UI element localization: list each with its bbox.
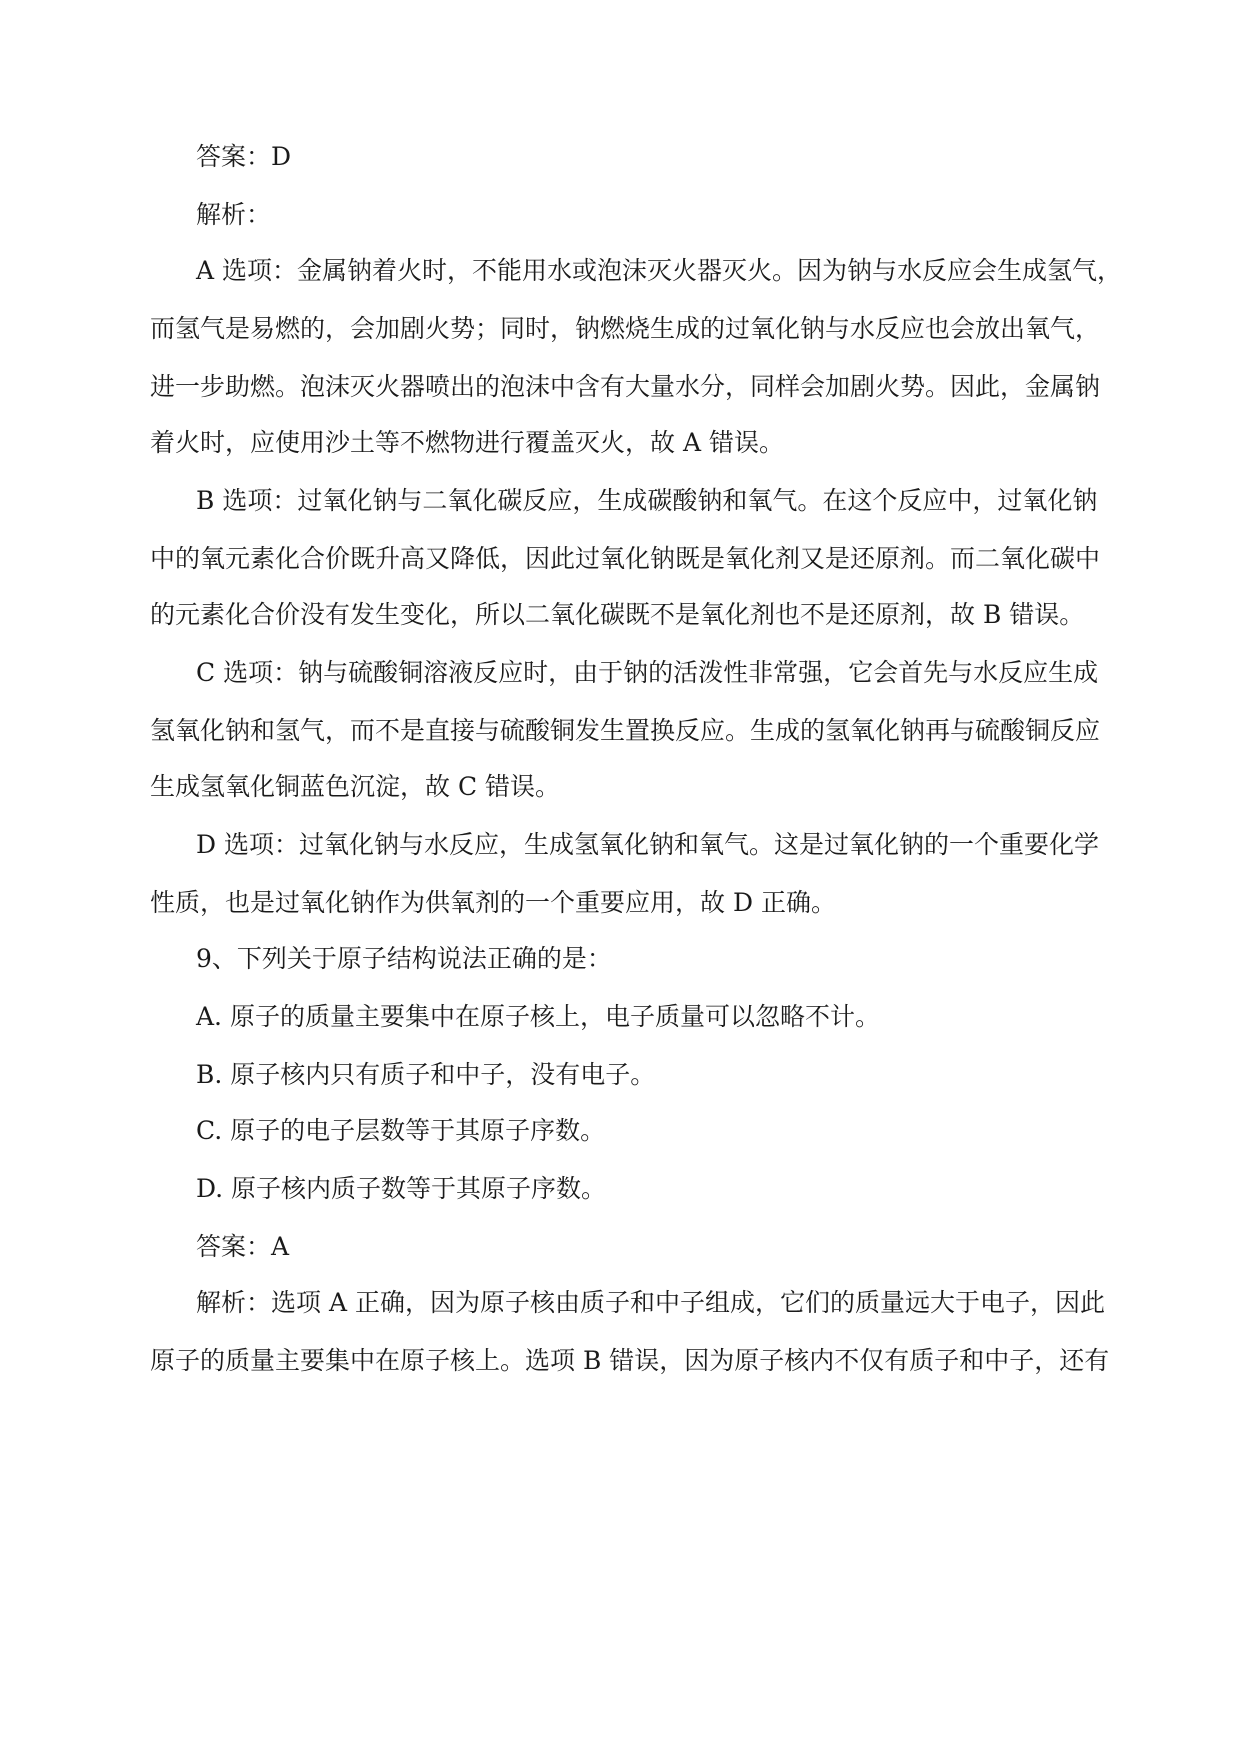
question-9-option-d: D. 原子核内质子数等于其原子序数。	[196, 1174, 607, 1203]
question-9-option-b: B. 原子核内只有质子和中子，没有电子。	[196, 1060, 656, 1089]
question-9-option-c: C. 原子的电子层数等于其原子序数。	[196, 1116, 606, 1145]
option-c-analysis-line: 氢氧化钠和氢气，而不是直接与硫酸铜发生置换反应。生成的氢氧化钠再与硫酸铜反应	[150, 716, 1101, 745]
analysis-heading: 解析：	[196, 200, 272, 229]
option-a-analysis-line: 着火时，应使用沙土等不燃物进行覆盖灭火，故 A 错误。	[150, 428, 784, 457]
option-c-analysis-line: C 选项：钠与硫酸铜溶液反应时，由于钠的活泼性非常强，它会首先与水反应生成	[196, 658, 1099, 687]
option-d-analysis-line: 性质，也是过氧化钠作为供氧剂的一个重要应用，故 D 正确。	[150, 888, 836, 917]
option-b-analysis-line: 中的氧元素化合价既升高又降低，因此过氧化钠既是氧化剂又是还原剂。而二氧化碳中	[150, 544, 1101, 573]
question-9-option-a: A. 原子的质量主要集中在原子核上，电子质量可以忽略不计。	[196, 1002, 880, 1031]
question-9-analysis-line: 原子的质量主要集中在原子核上。选项 B 错误，因为原子核内不仅有质子和中子，还有	[150, 1346, 1110, 1375]
answer-line: 答案：D	[196, 142, 292, 171]
option-a-analysis-line: 而氢气是易燃的，会加剧火势；同时，钠燃烧生成的过氧化钠与水反应也会放出氧气，	[150, 314, 1101, 343]
option-a-analysis-line: 进一步助燃。泡沫灭火器喷出的泡沫中含有大量水分，同样会加剧火势。因此，金属钠	[150, 372, 1101, 401]
option-d-analysis-line: D 选项：过氧化钠与水反应，生成氢氧化钠和氧气。这是过氧化钠的一个重要化学	[196, 830, 1099, 859]
question-9-analysis-line: 解析：选项 A 正确，因为原子核由质子和中子组成，它们的质量远大于电子，因此	[196, 1288, 1105, 1317]
question-9-answer: 答案：A	[196, 1232, 290, 1261]
option-c-analysis-line: 生成氢氧化铜蓝色沉淀，故 C 错误。	[150, 772, 561, 801]
question-9-stem: 9、下列关于原子结构说法正确的是：	[196, 944, 612, 973]
option-b-analysis-line: 的元素化合价没有发生变化，所以二氧化碳既不是氧化剂也不是还原剂，故 B 错误。	[150, 600, 1085, 629]
option-a-analysis-line: A 选项：金属钠着火时，不能用水或泡沫灭火器灭火。因为钠与水反应会生成氢气，	[196, 256, 1123, 285]
document-page	[150, 140, 1123, 1690]
option-b-analysis-line: B 选项：过氧化钠与二氧化碳反应，生成碳酸钠和氧气。在这个反应中，过氧化钠	[196, 486, 1098, 515]
